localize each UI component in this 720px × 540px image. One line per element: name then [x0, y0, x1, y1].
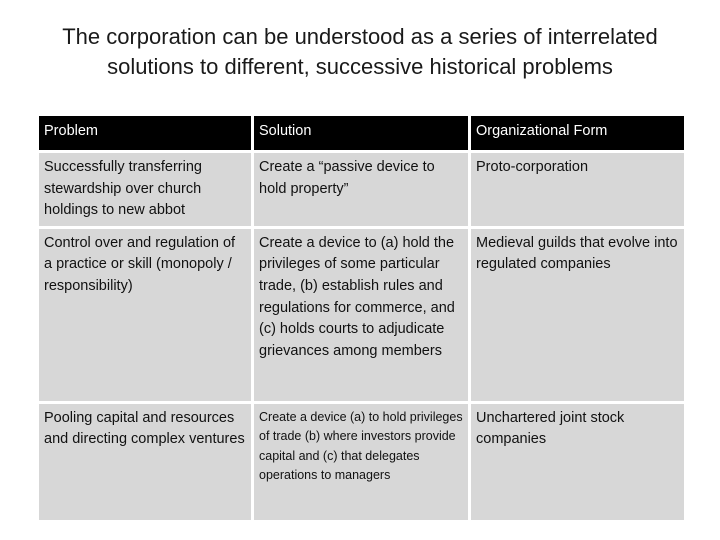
table-row: [39, 404, 684, 520]
table-row: [39, 229, 684, 401]
solution-cell: Create a device to (a) hold the privileges of some particular trade, (b) establish rules and regulations for commerce, and (c) holds courts to adjudicate grievances among members: [254, 229, 468, 401]
solution-cell: Create a “passive device to hold property”: [254, 153, 468, 226]
table-header-row: [39, 116, 684, 150]
column-header-solution: Solution: [254, 116, 468, 150]
table-row: [39, 153, 684, 226]
organizational-form-cell: Proto-corporation: [471, 153, 684, 226]
problem-cell: Pooling capital and resources and directing complex ventures: [39, 404, 251, 520]
problem-cell: Successfully transferring stewardship over church holdings to new abbot: [39, 153, 251, 226]
slide-title: The corporation can be understood as a series of interrelated solutions to different, successive historical problems: [62, 24, 658, 79]
solution-cell: Create a device (a) to hold privileges of trade (b) where investors provide capital and (c) that delegates operations to managers: [254, 404, 468, 520]
column-header-problem: Problem: [39, 116, 251, 150]
organizational-form-cell: Unchartered joint stock companies: [471, 404, 684, 520]
comparison-table: [36, 113, 687, 523]
column-header-organizational-form: Organizational Form: [471, 116, 684, 150]
problem-cell: Control over and regulation of a practice or skill (monopoly / responsibility): [39, 229, 251, 401]
organizational-form-cell: Medieval guilds that evolve into regulated companies: [471, 229, 684, 401]
